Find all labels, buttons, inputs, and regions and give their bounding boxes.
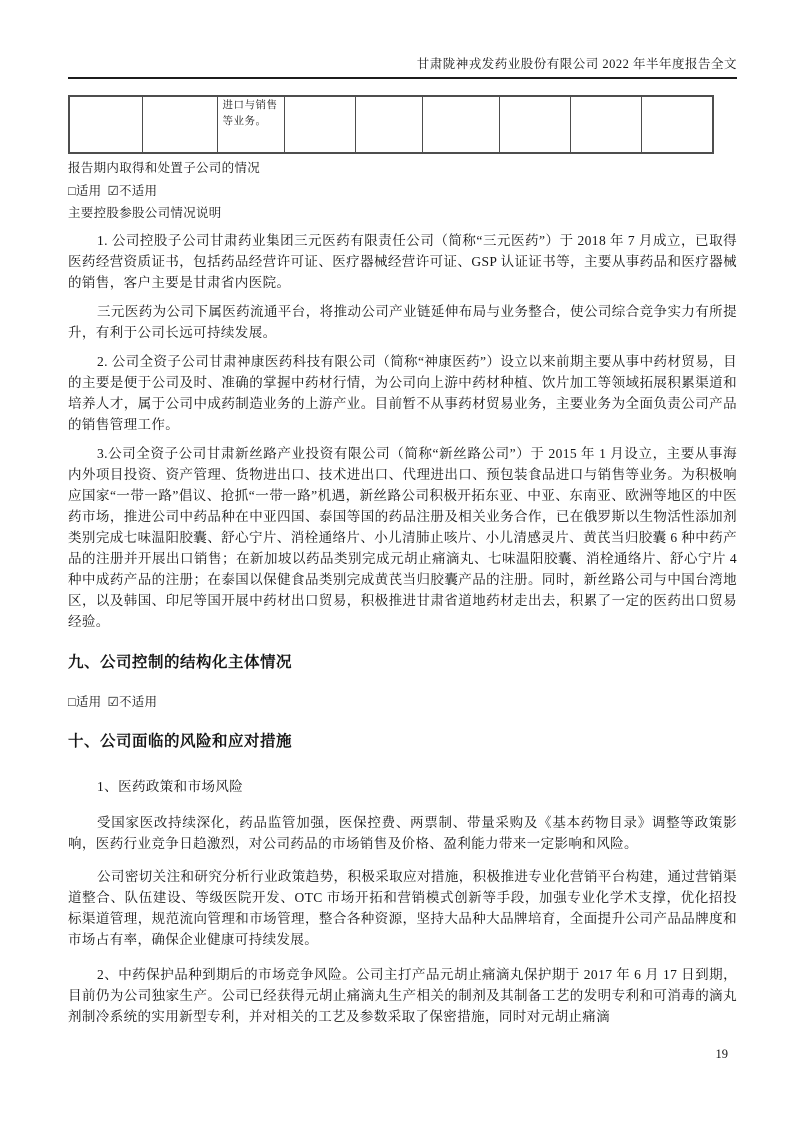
section-9-heading: 九、公司控制的结构化主体情况 <box>68 654 293 671</box>
applicability-line <box>68 183 737 200</box>
risk-1-heading: 1、医药政策和市场风险 <box>97 779 244 794</box>
paragraph-sanyuan-2: 三元医药为公司下属医药流通平台，将推动公司产业链延伸布局与业务整合，使公司综合竞争实力有所提升，有利于公司长远可持续发展。 <box>68 304 737 340</box>
table-cell <box>142 96 217 153</box>
applicable-checkbox: □适用 <box>68 184 102 198</box>
holding-companies-note-heading: 主要控股参股公司情况说明 <box>68 206 222 220</box>
table-cell <box>499 96 570 153</box>
table-cell <box>355 96 422 153</box>
table-cell: 进口与销售等业务。 <box>217 96 284 153</box>
risk-1-description-paragraph: 受国家医改持续深化，药品监管加强，医保控费、两票制、带量采购及《基本药物目录》调整等政策影响，医药行业竞争日趋激烈，对公司药品的市场销售及价格、盈利能力带来一定影响和风险。 <box>68 815 737 851</box>
not-applicable-checkbox: ☑不适用 <box>107 695 158 709</box>
table-cell <box>570 96 641 153</box>
acquisition-disposal-heading: 报告期内取得和处置子公司的情况 <box>68 161 261 175</box>
applicable-checkbox: □适用 <box>68 695 102 709</box>
page-header-title: 甘肃陇神戎发药业股份有限公司 2022 年半年度报告全文 <box>416 57 737 71</box>
header-divider <box>68 77 737 79</box>
table-cell <box>641 96 713 153</box>
table-cell <box>422 96 499 153</box>
table-cell <box>69 96 142 153</box>
risk-2-description-paragraph: 2、中药保护品种到期后的市场竞争风险。公司主打产品元胡止痛滴丸保护期于 2017 年 6 月 17 日到期，目前仍为公司独家生产。公司已经获得元胡止痛滴丸生产相关的制剂及其制备工艺的发明专利和可消毒的滴丸剂制冷系统的实用新型专利，并对相关的工艺及参数采取了保密措施，同时对元胡止痛滴 <box>68 967 737 1024</box>
paragraph-silkroad: 3.公司全资子公司甘肃新丝路产业投资有限公司（简称“新丝路公司”）于 2015 年 1 月设立，主要从事海内外项目投资、资产管理、货物进出口、技术进出口、代理进出口、预包装食品进口与销售等业务。为积极响应国家“一带一路”倡议、抢抓“一带一路”机遇，新丝路公司积极开拓东亚、中亚、东南亚、欧洲等地区的中医药市场，推进公司中药品种在中亚四国、泰国等国的药品注册及相关业务合作，已在俄罗斯以生物活性添加剂类别完成七味温阳胶囊、舒心宁片、消栓通络片、小儿清肺止咳片、小儿清感灵片、黄芪当归胶囊 6 种中药产品的注册并开展出口销售；在新加坡以药品类别完成元胡止痛滴丸、七味温阳胶囊、消栓通络片、舒心宁片 4 种中成药产品的注册；在泰国以保健食品类别完成黄芪当归胶囊产品的注册。同时，新丝路公司与中国台湾地区，以及韩国、印尼等国开展中药材出口贸易，积极推进甘肃省道地药材走出去，积累了一定的医药出口贸易经验。 <box>68 446 737 629</box>
table-cell <box>284 96 355 153</box>
page-number: 19 <box>715 1047 728 1061</box>
subsidiary-table-fragment <box>68 95 714 154</box>
table-row <box>69 96 713 153</box>
risk-1-response-paragraph: 公司密切关注和研究分析行业政策趋势，积极采取应对措施，积极推进专业化营销平台构建，通过营销渠道整合、队伍建设、等级医院开发、OTC 市场开拓和营销模式创新等手段，加强专业化学术支撑，优化招投标渠道管理，规范流向管理和市场管理，整合各种资源，坚持大品种大品牌培育，全面提升公司产品品牌度和市场占有率，确保企业健康可持续发展。 <box>68 869 737 947</box>
not-applicable-checkbox: ☑不适用 <box>107 184 158 198</box>
applicability-line <box>68 694 737 711</box>
section-10-heading: 十、公司面临的风险和应对措施 <box>68 733 293 750</box>
paragraph-sanyuan-1: 1. 公司控股子公司甘肃药业集团三元医药有限责任公司（简称“三元医药”）于 2018 年 7 月成立，已取得医药经营资质证书，包括药品经营许可证、医疗器械经营许可证、GSP 认证证书等，主要从事药品和医疗器械的销售，客户主要是甘肃省内医院。 <box>68 233 737 290</box>
paragraph-shenkang: 2. 公司全资子公司甘肃神康医药科技有限公司（简称“神康医药”）设立以来前期主要从事中药材贸易，目的主要是便于公司及时、准确的掌握中药材行情，为公司向上游中药材种植、饮片加工等领域拓展积累渠道和培养人才，属于公司中成药制造业务的上游产业。目前暂不从事药材贸易业务，主要业务为全面负责公司产品的销售管理工作。 <box>68 354 737 432</box>
